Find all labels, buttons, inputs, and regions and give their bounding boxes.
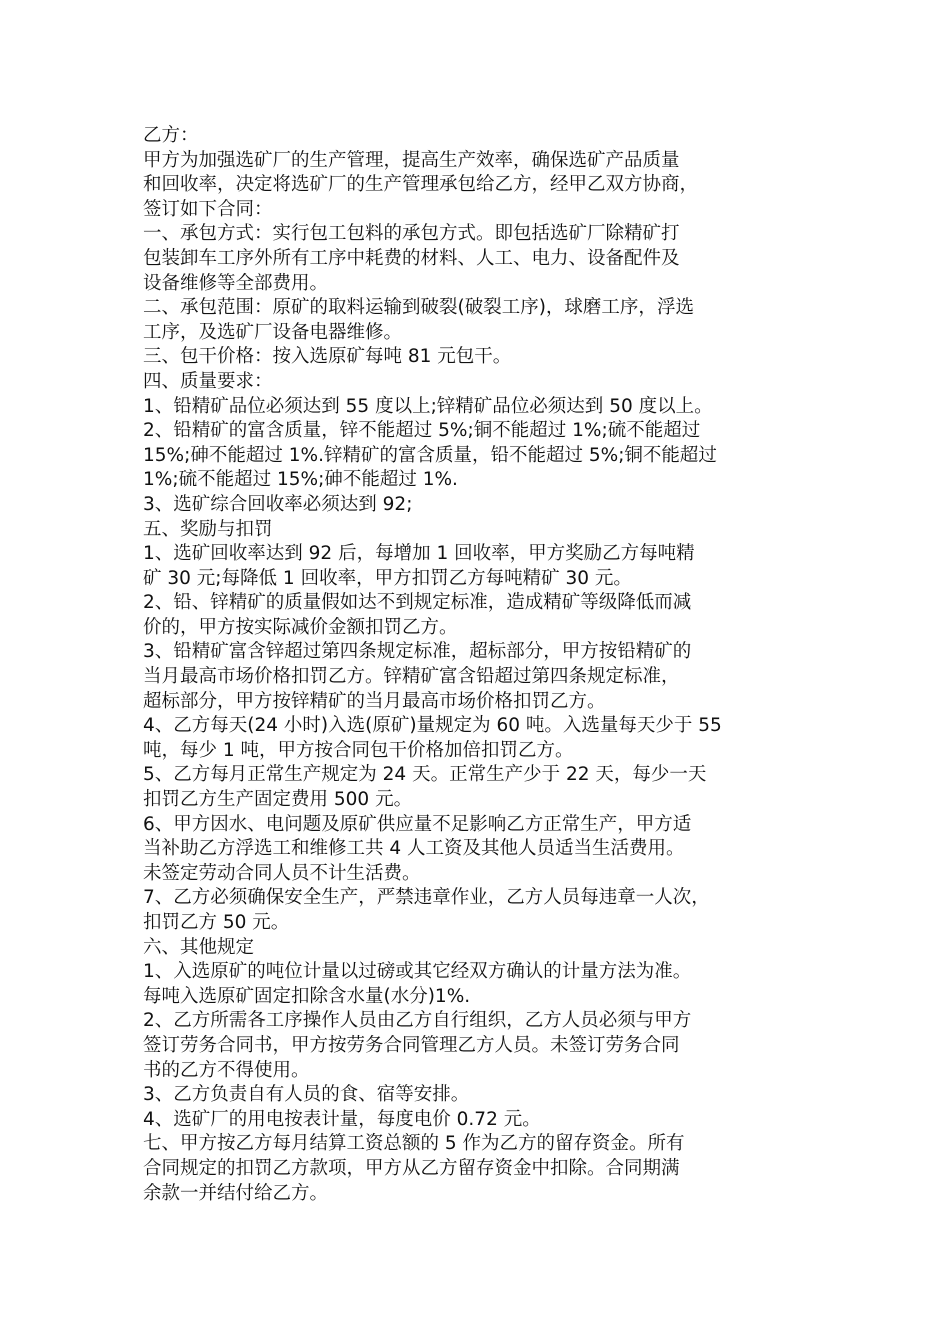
text-line: 扣罚乙方生产固定费用 500 元。	[143, 789, 413, 811]
text-line: 三、包干价格：按入选原矿每吨 81 元包干。	[143, 346, 512, 368]
text-line: 每吨入选原矿固定扣除含水量(水分)1%.	[143, 985, 471, 1007]
text-line: 一、承包方式：实行包工包料的承包方式。即包括选矿厂除精矿打	[143, 223, 680, 245]
text-line: 扣罚乙方 50 元。	[143, 912, 290, 933]
text-line: 5、乙方每月正常生产规定为 24 天。正常生产少于 22 天，每少一天	[143, 764, 707, 786]
text-line: 当月最高市场价格扣罚乙方。锌精矿富含铅超过第四条规定标准，	[143, 666, 680, 688]
text-line: 包装卸车工序外所有工序中耗费的材料、人工、电力、设备配件及	[143, 247, 680, 269]
text-line: 和回收率，决定将选矿厂的生产管理承包给乙方，经甲乙双方协商，	[143, 174, 699, 196]
text-line: 甲方为加强选矿厂的生产管理，提高生产效率，确保选矿产品质量	[143, 149, 680, 171]
contract-body	[143, 124, 823, 1206]
text-line: 6、甲方因水、电问题及原矿供应量不足影响乙方正常生产，甲方适	[143, 813, 692, 835]
text-line: 2、铅精矿的富含质量，锌不能超过 5%;铜不能超过 1%;硫不能超过	[143, 420, 701, 442]
text-line: 吨，每少 1 吨，甲方按合同包干价格加倍扣罚乙方。	[143, 739, 574, 761]
text-line: 1、铅精矿品位必须达到 55 度以上;锌精矿品位必须达到 50 度以上。	[143, 395, 713, 417]
text-line: 2、铅、锌精矿的质量假如达不到规定标准，造成精矿等级降低而减	[143, 592, 692, 614]
text-line: 3、铅精矿富含锌超过第四条规定标准，超标部分，甲方按铅精矿的	[143, 641, 692, 663]
text-line: 矿 30 元;每降低 1 回收率，甲方扣罚乙方每吨精矿 30 元。	[143, 567, 632, 589]
text-line: 二、承包范围：原矿的取料运输到破裂(破裂工序)，球磨工序，浮选	[143, 297, 694, 319]
text-line: 7、乙方必须确保安全生产，严禁违章作业，乙方人员每违章一人次，	[143, 887, 710, 909]
text-line: 签订劳务合同书，甲方按劳务合同管理乙方人员。未签订劳务合同	[143, 1034, 680, 1056]
text-line: 余款一并结付给乙方。	[143, 1182, 329, 1204]
text-line: 未签定劳动合同人员不计生活费。	[143, 862, 421, 884]
text-line: 签订如下合同：	[143, 198, 273, 220]
text-line: 四、质量要求：	[143, 370, 273, 392]
text-line: 1%;硫不能超过 15%;砷不能超过 1%.	[143, 469, 458, 491]
text-line: 3、选矿综合回收率必须达到 92;	[143, 493, 413, 515]
text-line: 当补助乙方浮选工和维修工共 4 人工资及其他人员适当生活费用。	[143, 838, 685, 860]
text-line: 价的，甲方按实际减价金额扣罚乙方。	[143, 616, 458, 638]
text-line: 乙方：	[143, 125, 199, 146]
text-line: 15%;砷不能超过 1%.锌精矿的富含质量，铅不能超过 5%;铜不能超过	[143, 444, 717, 466]
text-line: 4、选矿厂的用电按表计量，每度电价 0.72 元。	[143, 1108, 541, 1130]
text-line: 工序，及选矿厂设备电器维修。	[143, 321, 403, 343]
text-line: 设备维修等全部费用。	[143, 272, 329, 294]
text-line: 4、乙方每天(24 小时)入选(原矿)量规定为 60 吨。入选量每天少于 55	[143, 715, 722, 737]
text-line: 1、选矿回收率达到 92 后，每增加 1 回收率，甲方奖励乙方每吨精	[143, 543, 695, 565]
text-line: 五、奖励与扣罚	[143, 518, 273, 540]
text-line: 七、甲方按乙方每月结算工资总额的 5 作为乙方的留存资金。所有	[143, 1133, 685, 1155]
text-line: 书的乙方不得使用。	[143, 1059, 310, 1081]
text-line: 六、其他规定	[143, 936, 255, 958]
text-line: 超标部分，甲方按锌精矿的当月最高市场价格扣罚乙方。	[143, 690, 606, 712]
text-line: 合同规定的扣罚乙方款项，甲方从乙方留存资金中扣除。合同期满	[143, 1157, 680, 1179]
text-line: 2、乙方所需各工序操作人员由乙方自行组织，乙方人员必须与甲方	[143, 1010, 692, 1032]
text-line: 3、乙方负责自有人员的食、宿等安排。	[143, 1084, 470, 1106]
text-line: 1、入选原矿的吨位计量以过磅或其它经双方确认的计量方法为准。	[143, 961, 692, 983]
